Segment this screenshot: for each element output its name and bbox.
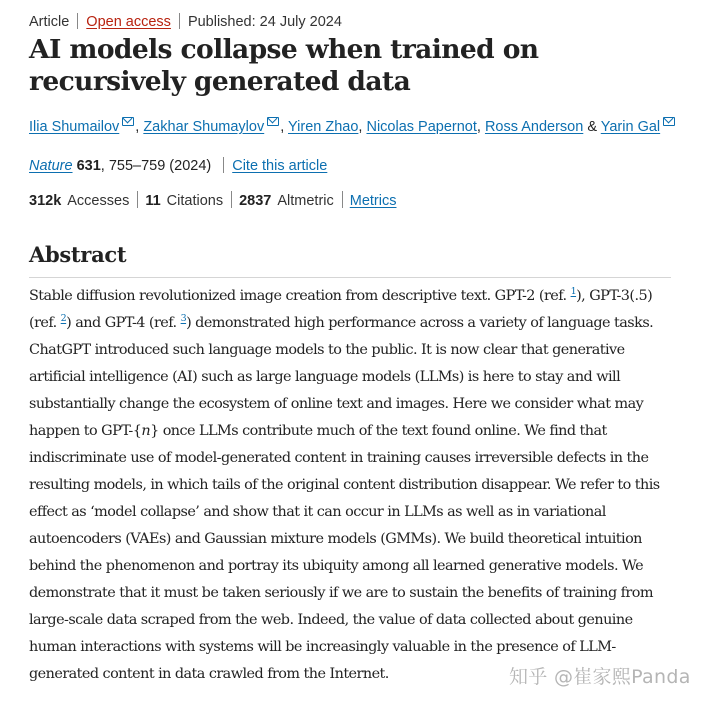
abstract-line: generated content in data crawled from the Internet. xyxy=(29,666,389,682)
altmetric-label: Altmetric xyxy=(277,193,334,209)
article-type: Article xyxy=(29,14,70,30)
journal-pages: , 755–759 (2024) xyxy=(100,158,212,174)
cite-article-link[interactable]: Cite this article xyxy=(232,158,328,174)
citations-count: 11 xyxy=(145,193,161,209)
open-access-link[interactable]: Open access xyxy=(86,14,171,30)
article-metrics xyxy=(29,191,397,209)
abstract-line: happen to GPT-{n} once LLMs contribute much of the text found online. We find that xyxy=(29,423,607,439)
accesses-count: 312k xyxy=(29,193,62,209)
citations-label: Citations xyxy=(166,193,224,209)
author-link[interactable]: Nicolas Papernot xyxy=(366,119,477,135)
abstract-line: Stable diffusion revolutionized image creation from descriptive text. GPT-2 (ref. $^1$), GPT-3(.5) xyxy=(29,286,653,304)
author-link[interactable]: Ross Anderson xyxy=(484,119,584,135)
reference-link[interactable]: 2 xyxy=(60,313,67,324)
abstract-line: (ref. $^2$) and GPT-4 (ref. $^3$) demonstrated high performance across a variety of language tasks. xyxy=(29,313,654,331)
abstract-line: resulting models, in which tails of the original content distribution disappear. We refer to this xyxy=(29,477,660,493)
metrics-link[interactable]: Metrics xyxy=(349,193,397,209)
abstract-line: behind the phenomenon and portray its ubiquity among all learned generative models. We xyxy=(29,558,644,574)
author-link[interactable]: Yiren Zhao xyxy=(288,119,359,135)
reference-link[interactable]: 3 xyxy=(180,313,187,324)
divider xyxy=(137,191,138,208)
abstract-line: ChatGPT introduced such language models to the public. It is now clear that generative xyxy=(29,342,625,358)
abstract-line: artificial intelligence (AI) such as large language models (LLMs) is here to stay and will xyxy=(29,369,621,385)
abstract-line: indiscriminate use of model-generated content in training causes irreversible defects in the xyxy=(29,450,649,466)
mail-icon[interactable] xyxy=(267,117,279,126)
mail-icon[interactable] xyxy=(122,117,134,126)
abstract-line: substantially change the ecosystem of online text and images. Here we consider what may xyxy=(29,396,644,412)
section-divider xyxy=(29,277,671,278)
abstract-line: autoencoders (VAEs) and Gaussian mixture models (GMMs). We build theoretical intuition xyxy=(29,531,642,547)
divider xyxy=(179,13,180,29)
journal-link[interactable] xyxy=(29,158,73,174)
divider xyxy=(342,191,343,208)
journal-name: Nature xyxy=(29,158,73,174)
article-meta xyxy=(29,13,342,30)
accesses-label: Accesses xyxy=(67,193,130,209)
author-link[interactable]: Ilia Shumailov xyxy=(29,119,120,135)
author-link[interactable]: Yarin Gal xyxy=(600,119,661,135)
abstract-line: large-scale data scraped from the web. Indeed, the value of data collected about genuine xyxy=(29,612,633,628)
published-date: Published: 24 July 2024 xyxy=(187,14,342,30)
abstract-line: demonstrate that it must be taken seriously if we are to sustain the benefits of training from xyxy=(29,585,653,601)
abstract-heading: Abstract xyxy=(29,242,127,267)
author-list: Ilia Shumailov , Zakhar Shumaylov , Yiren Zhao, Nicolas Papernot, Ross Anderson & Yarin Gal xyxy=(29,117,676,135)
journal-citation xyxy=(29,157,327,174)
journal-volume: 631 xyxy=(76,158,101,174)
divider xyxy=(231,191,232,208)
abstract-body xyxy=(29,283,679,688)
altmetric-score: 2837 xyxy=(239,193,272,209)
author-link[interactable]: Zakhar Shumaylov xyxy=(143,119,265,135)
divider xyxy=(223,157,224,173)
divider xyxy=(77,13,78,29)
mail-icon[interactable] xyxy=(663,117,675,126)
article-title: AI models collapse when trained on recursively generated data xyxy=(29,34,539,97)
watermark: 知乎 @崔家熙Panda xyxy=(509,666,691,688)
reference-link[interactable]: 1 xyxy=(570,286,577,297)
abstract-line: human interactions with systems will be increasingly valuable in the presence of LLM- xyxy=(29,639,616,655)
abstract-line: effect as ‘model collapse’ and show that it can occur in LLMs as well as in variational xyxy=(29,504,606,520)
